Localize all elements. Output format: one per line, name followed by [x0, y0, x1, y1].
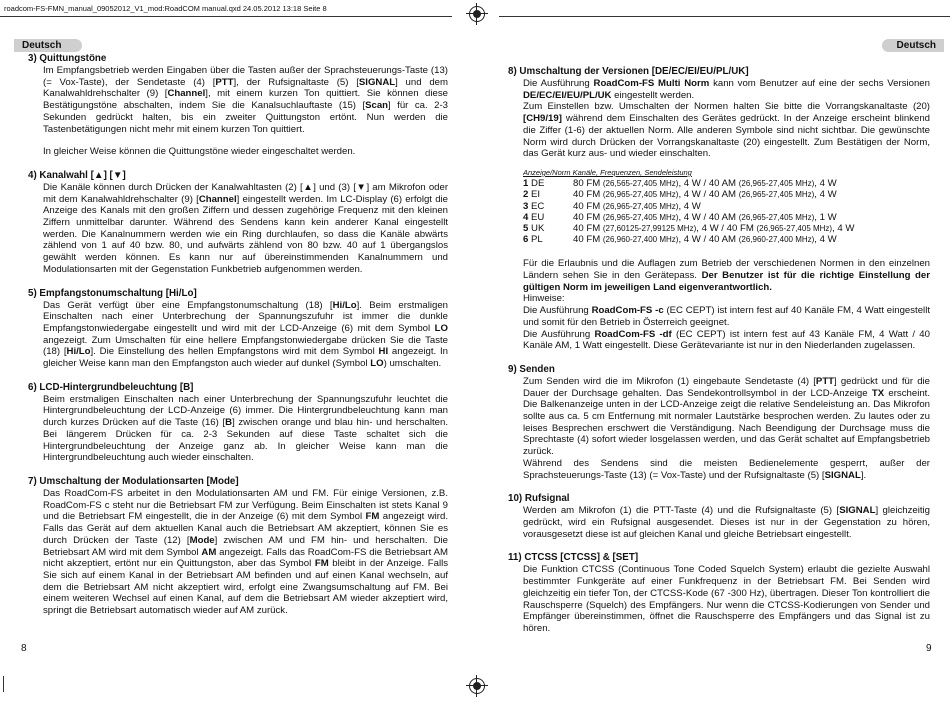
- norm-spec: 40 FM (26,965-27,405 MHz), 4 W: [573, 200, 701, 212]
- header-rule: [0, 16, 452, 17]
- norm-spec: 40 FM (26,965-27,405 MHz), 4 W / 40 AM (26,965-27,405 MHz), 4 W: [573, 189, 837, 201]
- norm-table: [523, 167, 854, 245]
- paragraph: Die Ausführung RoadCom-FS -c (EC CEPT) ist intern fest auf 40 Kanäle FM, 4 Watt eingestellt und somit für den Betrieb in Österreich geeignet.: [523, 305, 930, 328]
- section-title: 5) Empfangstonumschaltung [Hi/Lo]: [28, 287, 197, 299]
- section-title: 10) Rufsignal: [508, 493, 570, 505]
- section-title: 11) CTCSS [CTCSS] & [SET]: [508, 552, 639, 564]
- norm-table-header: Anzeige/Norm Kanäle, Frequenzen, Sendeleistung: [523, 167, 692, 177]
- norm-spec: 40 FM (26,960-27,400 MHz), 4 W / 40 AM (26,960-27,400 MHz), 4 W: [573, 234, 837, 246]
- paragraph: In gleicher Weise können die Quittungstöne wieder eingeschaltet werden.: [43, 146, 356, 158]
- paragraph: Die Funktion CTCSS (Continuous Tone Coded Squelch System) erlaubt die gezielte Auswahl bestimmter Funkgeräte auf einer Funkfrequenz in der Betriebsart FM. Bei Senden wird gleichzeitig ein tiefer Ton, der CTCSS-Kode (67 -300 Hz), übertragen. Dieser Ton kontrolliert die Rauschsperre (Squelch) des Empfängers. Nur wenn die CTCSS-Kodierungen von Sender und Empfänger übereinstimmen, öffnet die Rauschsperre des Empfängers und das Signal ist zu hören.: [523, 564, 930, 634]
- left-column: [28, 53, 448, 629]
- section-title: 8) Umschaltung der Versionen [DE/EC/EI/EU/PL/UK]: [508, 66, 749, 77]
- norm-code: 5 UK: [523, 222, 545, 234]
- norm-row: [523, 201, 854, 212]
- norm-spec: 40 FM (26,965-27,405 MHz), 4 W / 40 AM (26,965-27,405 MHz), 1 W: [573, 211, 837, 223]
- norm-row: [523, 234, 854, 245]
- section-quittungstoene: [28, 53, 448, 158]
- file-header: roadcom-FS-FMN_manual_09052012_V1_mod:RoadCOM manual.qxd 24.05.2012 13:18 Seite 8: [4, 4, 327, 13]
- hint-label: Hinweise:: [523, 293, 565, 305]
- norm-spec: 80 FM (26,565-27,405 MHz), 4 W / 40 AM (26,965-27,405 MHz), 4 W: [573, 178, 837, 190]
- right-column: [508, 66, 930, 647]
- paragraph: Die Ausführung RoadCom-FS Multi Norm kann vom Benutzer auf eine der sechs Versionen DE/EC/EI/EU/PL/UK eingestellt werden.: [523, 78, 930, 101]
- paragraph: Im Empfangsbetrieb werden Eingaben über die Tasten außer der Sprachsteuerungs-Taste (13) (= Vox-Taste), der Sendetaste (4) [PTT], der Rufsignaltaste (5) [SIGNAL] und dem Kanalwahldrehschalter (9) [Channel], mit einem kurzen Ton quittiert. Sie können diese Bestätigungstöne abschalten, indem Sie die Kanalsuchlauftaste (15) [Scan] für ca. 2-3 Sekunden gedrückt halten, bis ein zweiter Quittungston ertönt. Nun werden die Tastenbetätigungen nicht mehr mit einem kurzen Ton quittiert.: [43, 65, 448, 135]
- paragraph: Für die Erlaubnis und die Auflagen zum Betrieb der verschiedenen Normen in den einzelnen Ländern sehen Sie in den Gerätepass. Der Benutzer ist für die richtige Einstellung der gültigen Norm im jeweiligen Land eigenverantwortlich.: [523, 258, 930, 293]
- norm-code: 4 EU: [523, 211, 545, 223]
- norm-spec: 40 FM (27,60125-27,99125 MHz), 4 W / 40 FM (26,965-27,405 MHz), 4 W: [573, 222, 855, 234]
- paragraph: Werden am Mikrofon (1) die PTT-Taste (4) und die Rufsignaltaste (5) [SIGNAL] gleichzeitig gedrückt, wird ein Rufsignal ausgesendet. Dieses ist nur in der Gegenstation zu hören, vorausgesetzt diese ist auf gleichen Kanal und gleiche Betriebsart eingestellt.: [523, 505, 930, 540]
- norm-code: 6 PL: [523, 234, 543, 246]
- page-number-left: 8: [21, 643, 27, 654]
- crop-mark-left: [3, 676, 4, 692]
- norm-row: [523, 223, 854, 234]
- section-versionen: [508, 66, 930, 352]
- norm-code: 1 DE: [523, 178, 545, 190]
- section-kanalwahl: [28, 170, 448, 276]
- section-title: 3) Quittungstöne: [28, 53, 107, 64]
- header-rule-right: [499, 16, 950, 17]
- section-title: 9) Senden: [508, 363, 555, 375]
- section-title: 7) Umschaltung der Modulationsarten [Mode]: [28, 475, 239, 487]
- language-tab-left: Deutsch: [14, 39, 82, 52]
- paragraph: Das Gerät verfügt über eine Empfangstonumschaltung (18) [Hi/Lo]. Beim erstmaligen Einschalten nach einer Unterbrechung der Spannungszufuhr ist immer die dunkle Empfangstonwiedergabe eingestellt und wird mit der LCD-Anzeige (6) mit dem Symbol LO angezeigt. Zum Umschalten für eine hellere Empfangstonwiedergabe drücken Sie die Taste (18) [Hi/Lo]. Die Einstellung des hellen Empfangstons wird mit dem Symbol HI angezeigt. In gleicher Weise kann man den Empfangston auch wieder auf dunkel (Symbol LO) umschalten.: [43, 299, 449, 370]
- section-lcd-hintergrundbeleuchtung: [28, 382, 448, 464]
- language-tab-right: Deutsch: [882, 39, 944, 52]
- section-title: 4) Kanalwahl [▲] [▼]: [28, 169, 126, 181]
- paragraph: Das RoadCom-FS arbeitet in den Modulationsarten AM und FM. Für einige Versionen, z.B. RoadCom-FS c steht nur die Betriebsart FM zur Verfügung. Beim Einschalten ist stets Kanal 9 und die Betriebsart FM eingestellt, die in der Anzeige (6) mit dem Symbol FM angezeigt wird. Falls das Gerät auf dem aktuellen Kanal auch die Betriebsart AM akzeptiert, können Sie es durch Drücken der Taste (12) [Mode] zwischen AM und FM hin- und herschalten. Die Betriebsart AM wird mit dem Symbol AM angezeigt. Falls das RoadCom-FS die Betriebsart AM nicht akzeptiert, ertönt nur ein Quittungston, aber das Symbol FM bleibt in der Anzeige. Falls Sie sich auf einem Kanal in der Betriebsart AM befinden und auf einen Kanal wechseln, auf dem die Betriebsart AM nicht akzeptiert wird, erfolgt eine Zwangsumschaltung auf FM. Bei einem weiteren Wechsel auf einen Kanal, auf dem die Betriebsart AM wieder akzeptiert wird, springt die Betriebsart automatisch wieder auf AM zurück.: [43, 487, 448, 617]
- norm-code: 3 EC: [523, 200, 545, 212]
- registration-mark-bottom: [469, 678, 485, 694]
- section-rufsignal: [508, 493, 930, 540]
- paragraph: Beim erstmaligen Einschalten nach einer Unterbrechung der Spannungszufuhr leuchtet die Hintergrundbeleuchtung der LCD-Anzeige (6) immer. Die Hintergrundbeleuchtung kann man durch kurzes Drücken auf die Taste (16) [B] zwischen orange und blau hin- und herschalten. Bei längerem Drücken für ca. 2-3 Sekunden auf diese Taste schaltet sich die Hintergrundbeleuchtung der Anzeige ganz ab. In gleicher Weise kann man die Hintergrundbeleuchtung auch wieder einschalten.: [43, 393, 448, 464]
- paragraph: Die Kanäle können durch Drücken der Kanalwahltasten (2) [▲] und (3) [▼] am Mikrofon oder mit dem Kanalwahldrehschalter (9) [Channel] eingestellt werden. Im LC-Display (6) erfolgt die Anzeige des Kanals mit den großen Ziffern und dessen zugehörige Frequenz mit den kleinen Ziffern unmittelbar darunter. Während des Sendens kann kein anderer Kanal eingestellt werden. Die Kanalnummern werden wie ein Ring durchlaufen, so dass die Kanäle abwärts zählend von 1 auf 40 bzw. 80, und aufwärts zählend von 80 bzw. 40 auf 1 übergangslos gewählt werden können. Es kann nur auf übereinstimmenden Kanalnummern und Modulationsarten mit der Gegenstation Funkbetrieb aufgenommen werden.: [43, 181, 449, 275]
- norm-row: [523, 212, 854, 223]
- section-senden: [508, 364, 930, 481]
- section-empfangstonumschaltung: [28, 288, 448, 370]
- section-modulationsarten: [28, 476, 448, 617]
- paragraph: Während des Sendens sind die meisten Bedienelemente gesperrt, außer der Sprachsteuerungs-Taste (13) (= Vox-Taste) und der Rufsignaltaste (5) [SIGNAL].: [523, 457, 930, 481]
- registration-mark-top: [469, 6, 485, 22]
- section-title: 6) LCD-Hintergrundbeleuchtung [B]: [28, 381, 194, 393]
- section-ctcss: [508, 552, 930, 634]
- paragraph: Zum Senden wird die im Mikrofon (1) eingebaute Sendetaste (4) [PTT] gedrückt und für die Dauer der Durchsage gehalten. Das Sendekontrollsymbol in der LCD-Anzeige TX erscheint. Die Balkenanzeige unten in der LCD-Anzeige zeigt die relative Sendeleistung an. Das Mikrofon sollte aus ca. 5 cm Entfernung mit normaler Lautstärke besprochen werden. Zu lautes oder zu leises Besprechen erschwert die Verständigung. Nach Beendigung der Durchsage muss die Sprechtaste (4) sofort wieder losgelassen werden, und das Gerät schaltet auf Empfangsbetrieb zurück.: [523, 375, 930, 458]
- paragraph: Die Ausführung RoadCom-FS -df (EC CEPT) ist intern fest auf 43 Kanäle FM, 4 Watt / 40 Kanäle AM, 1 Watt eingestellt. Diese Gerätevariante ist nur in den Niederlanden zugelassen.: [523, 328, 930, 352]
- norm-code: 2 EI: [523, 189, 541, 201]
- page-number-right: 9: [926, 643, 932, 654]
- norm-row: [523, 189, 854, 200]
- norm-row: [523, 178, 854, 189]
- paragraph: Zum Einstellen bzw. Umschalten der Normen halten Sie bitte die Vorrangskanaltaste (20) [CH9/19] während dem Einschalten des Gerätes gedrückt. In der Anzeige erscheint blinkend die Ziffer (1-6) der aktuellen Norm. Alle anderen Symbole sind nicht sichtbar. Die gewünschte Norm wird durch Drücken der Vorrangskanaltaste (20) eingestellt. Zum Bestätigen der Norm, das Gerät kurz aus- und wieder einschalten.: [523, 101, 930, 160]
